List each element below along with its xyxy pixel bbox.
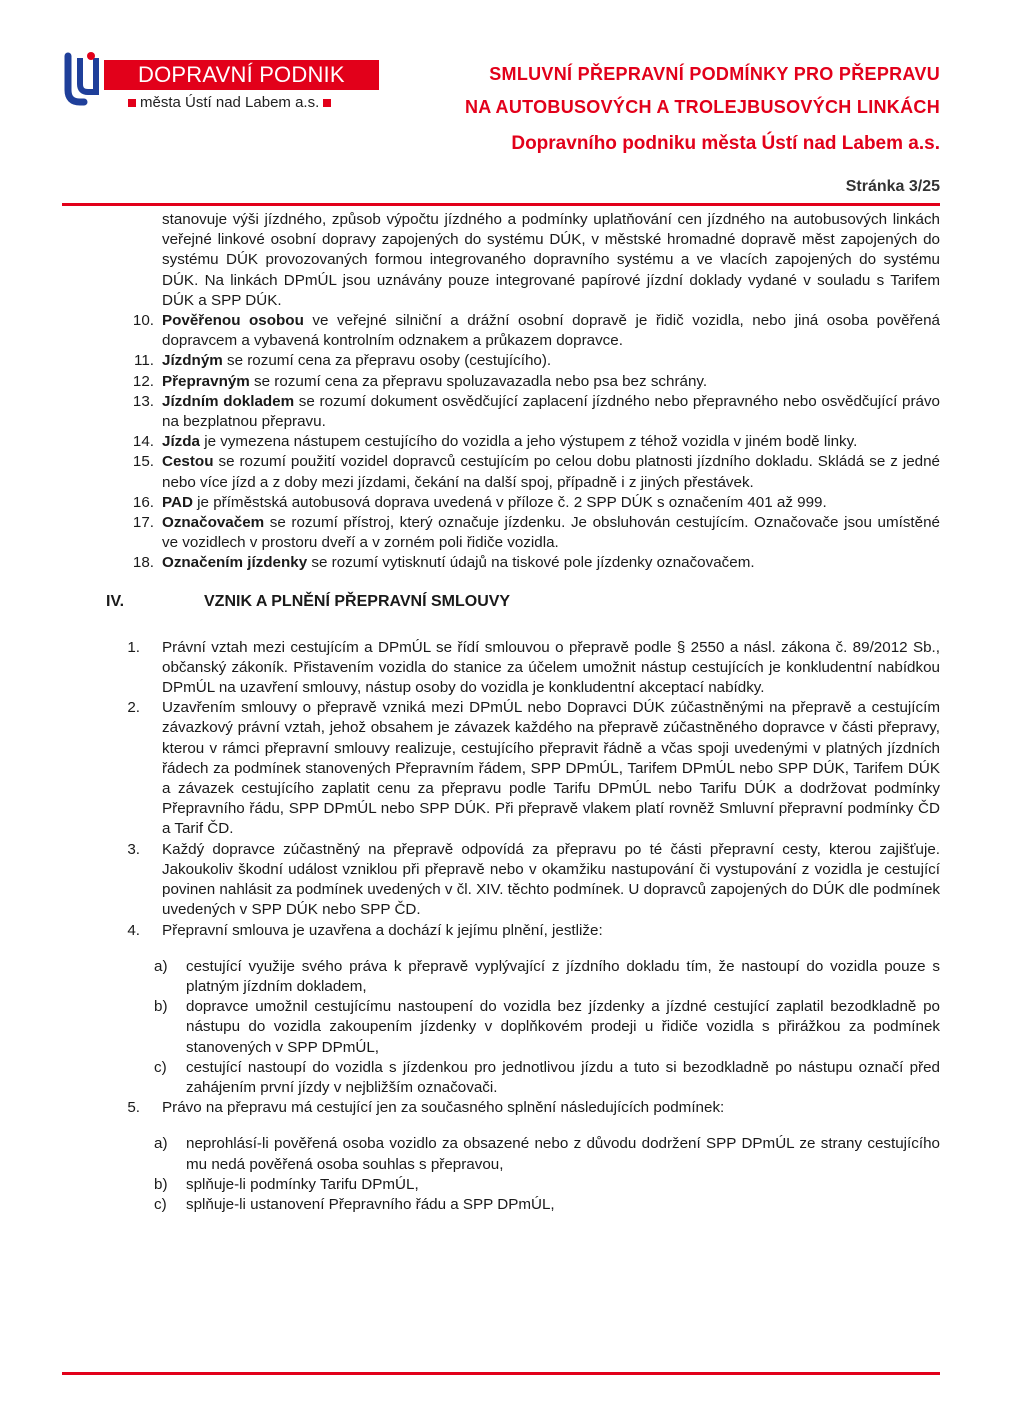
list-item (116, 1098, 940, 1118)
item-text: Právo na přepravu má cestující jen za současného splnění následujících podmínek: (162, 1099, 725, 1117)
document-title-line2: NA AUTOBUSOVÝCH A TROLEJBUSOVÝCH LINKÁCH (464, 97, 940, 117)
definition-text: se rozumí dokument osvědčující zaplacení jízdného nebo přepravného nebo osvědčující právo na bezplatnou přepravu. (162, 392, 941, 431)
sub-item-text: dopravce umožnil cestujícímu nastoupení do vozidla bez jízdenky a jízdné cestující zaplatil bezodkladně po nástupu do vozidla zakoupením jízdenky v doplňkovém prodeji u řidiče vozidla s přirážkou za podmínek stanovených v SPP DPmÚL, (186, 998, 940, 1056)
definition-item (120, 513, 940, 553)
sub-item-text: cestující nastoupí do vozidla s jízdenkou pro jednotlivou jízdu a tuto si bezodkladně po nástupu označí před zahájením první jízdy v nejbližším označovači. (186, 1058, 940, 1096)
logo-city: města Ústí nad Labem a.s. (124, 94, 335, 111)
item4-sublist (116, 957, 940, 1098)
sub-item-text: splňuje-li ustanovení Přepravního řádu a SPP DPmÚL, (186, 1195, 555, 1213)
sub-item-letter: a) (154, 1135, 168, 1153)
defined-term: Cestou (162, 453, 214, 471)
definition-text: je vymezena nástupem cestujícího do vozidla a jeho výstupem z téhož vozidla v jiném bodě linky. (199, 433, 858, 451)
continuation-paragraph: stanovuje výši jízdného, způsob výpočtu jízdného a podmínky uplatňování cen jízdného na autobusových linkách veřejné linkové osobní dopravy zapojených do systému DÚK, v městské hromadné dopravě měst zapojených do systému DÚK provozovaných formou integrovaného dopravního systému a ve vlacích zapojených do systému DÚK. Na linkách DPmÚL jsou uznávány pouze integrované papírové jízdní doklady vydané v souladu s Tarifem DÚK a SPP DÚK. (162, 211, 940, 309)
definition-text: se rozumí cena za přepravu osoby (cestujícího). (222, 352, 552, 370)
section-items (116, 638, 940, 1215)
definition-item (120, 432, 940, 452)
defined-term: Pověřenou osobou (162, 312, 304, 330)
sub-item-letter: c) (154, 1195, 167, 1213)
defined-term: Jízdným (162, 352, 223, 370)
sub-item-text: cestující využije svého práva k přepravě vyplývající z jízdního dokladu tím, že nastoupí do vozidla pouze s platným jízdním dokladem, (186, 957, 940, 995)
definition-item (120, 493, 940, 513)
defined-term: Jízdním dokladem (162, 392, 295, 410)
item-number: 16. (132, 493, 154, 511)
defined-term: PAD (162, 493, 193, 511)
sub-item (116, 1175, 940, 1195)
logo-company-name: DOPRAVNÍ PODNIK (104, 60, 379, 90)
list-item (116, 840, 940, 921)
item-number: 1. (127, 638, 140, 656)
sub-item-letter: b) (154, 998, 168, 1016)
item-number: 12. (132, 372, 154, 390)
definition-text: ve veřejné silniční a drážní osobní dopravě je řidič vozidla, nebo jiná osoba pověřená dopravcem a vybavená kontrolním odznakem a průkazem dopravce. (162, 312, 940, 350)
defined-term: Jízda (162, 433, 200, 451)
item-text: Každý dopravce zúčastněný na přepravě odpovídá za přepravu po té části přepravní cesty, kterou zajišťuje. Jakoukoliv škodní událost vzniklou při přepravě nebo v okamžiku nastupování či vystupování z vozidla je cestující povinen nahlásit za podmínek uvedených v čl. XIV. těchto podmínek. U dopravců zapojených do DÚK dle podmínek uvedených v SPP DÚK nebo SPP ČD. (162, 840, 940, 919)
sub-item (116, 997, 940, 1058)
document-title-line3: Dopravního podniku města Ústí nad Labem a.s. (511, 133, 940, 154)
definition-item (120, 392, 940, 432)
defined-term: Přepravným (162, 372, 250, 390)
item-number: 14. (132, 433, 154, 451)
sub-item-letter: b) (154, 1175, 168, 1193)
dpmul-logo-icon (62, 50, 102, 108)
sub-item (116, 957, 940, 997)
item-number: 17. (132, 514, 154, 532)
item-number: 5. (127, 1099, 140, 1117)
definitions-list (120, 311, 940, 574)
sub-item-letter: a) (154, 957, 168, 975)
definition-text: se rozumí přístroj, který označuje jízdenku. Je obsluhován cestujícím. Označovače jsou umístěné ve vozidlech v prostoru dveří a v zorném poli řidiče vozidla. (162, 514, 940, 552)
definition-item (120, 311, 940, 351)
section-title: VZNIK A PLNĚNÍ PŘEPRAVNÍ SMLOUVY (204, 592, 511, 610)
section-heading (106, 592, 940, 612)
item-number: 2. (127, 699, 140, 717)
definition-text: se rozumí cena za přepravu spoluzavazadla nebo psa bez schrány. (249, 372, 708, 390)
item-number: 18. (132, 554, 154, 572)
sub-item (116, 1134, 940, 1174)
item-number: 13. (132, 392, 154, 410)
list-item (116, 638, 940, 699)
company-logo (62, 48, 345, 114)
footer-divider (62, 1372, 940, 1375)
item-number: 3. (127, 840, 140, 858)
sub-item-letter: c) (154, 1058, 167, 1076)
page-number: Stránka 3/25 (845, 178, 940, 195)
defined-term: Označením jízdenky (162, 554, 308, 572)
section-number: IV. (106, 592, 125, 610)
item-text: Přepravní smlouva je uzavřena a dochází k jejímu plnění, jestliže: (162, 921, 603, 939)
item-number: 10. (132, 312, 154, 330)
definition-item (120, 351, 940, 371)
item-number: 11. (134, 352, 154, 370)
defined-term: Označovačem (162, 514, 265, 532)
header-divider (62, 203, 940, 206)
definition-text: se rozumí vytisknutí údajů na tiskové pole jízdenky označovačem. (307, 554, 755, 572)
sub-item (116, 1058, 940, 1098)
definition-item (120, 372, 940, 392)
definition-text: je příměstská autobusová doprava uvedená v příloze č. 2 SPP DÚK s označením 401 až 999. (192, 493, 827, 511)
item-text: Uzavřením smlouvy o přepravě vzniká mezi DPmÚL nebo Dopravci DÚK zúčastněnými na přepravě a cestujícím závazkový právní vztah, jehož obsahem je závazek každého na přepravě zúčastněného dopravce v části přepravy, kterou v rámci přepravní smlouvy realizuje, cestujícího přepravit řádně a včas spoji uvedenými v platných jízdních řádech za podmínek stanovených Přepravním řádem, SPP DPmÚL, Tarifem DPmÚL nebo SPP DÚK, Tarifem DÚK a závazek cestujícího zaplatit cenu za přepravu podle Tarifu DPmÚL nebo Tarifu DÚK a dodržovat podmínky Přepravního řádu, SPP DPmÚL nebo SPP DÚK. Při přepravě vlakem platí rovněž Smluvní přepravní podmínky ČD a Tarif ČD. (162, 699, 940, 838)
document-body (106, 210, 941, 1215)
list-item (116, 698, 940, 839)
sub-item (116, 1195, 940, 1215)
sub-item-text: neprohlásí-li pověřená osoba vozidlo za obsazené nebo z důvodu dodržení SPP DPmÚL ze strany cestujícího mu nedá pověřená osoba souhlas s přepravou, (186, 1135, 940, 1173)
definition-item (120, 553, 940, 573)
definition-text: se rozumí použití vozidel dopravců cestujícím po celou dobu platnosti jízdního dokladu. Skládá se z jedné nebo více jízd a z doby mezi jízdami, čekání na další spoj, případně i z jiných přestávek. (162, 453, 940, 491)
item5-sublist (116, 1134, 940, 1215)
definition-item (120, 452, 940, 492)
list-item (116, 921, 940, 941)
document-title-line1: SMLUVNÍ PŘEPRAVNÍ PODMÍNKY PRO PŘEPRAVU (489, 64, 940, 84)
sub-item-text: splňuje-li podmínky Tarifu DPmÚL, (186, 1175, 419, 1193)
item-number: 15. (132, 453, 154, 471)
item-text: Právní vztah mezi cestujícím a DPmÚL se řídí smlouvou o přepravě podle § 2550 a násl. zákona č. 89/2012 Sb., občanský zákoník. Přistavením vozidla do stanice za účelem umožnit nástup cestujících je konkludentní nabídkou DPmÚL na uzavření smlouvy, nástup osoby do vozidla je konkludentní akceptací nabídky. (162, 638, 940, 697)
item-number: 4. (127, 921, 140, 939)
